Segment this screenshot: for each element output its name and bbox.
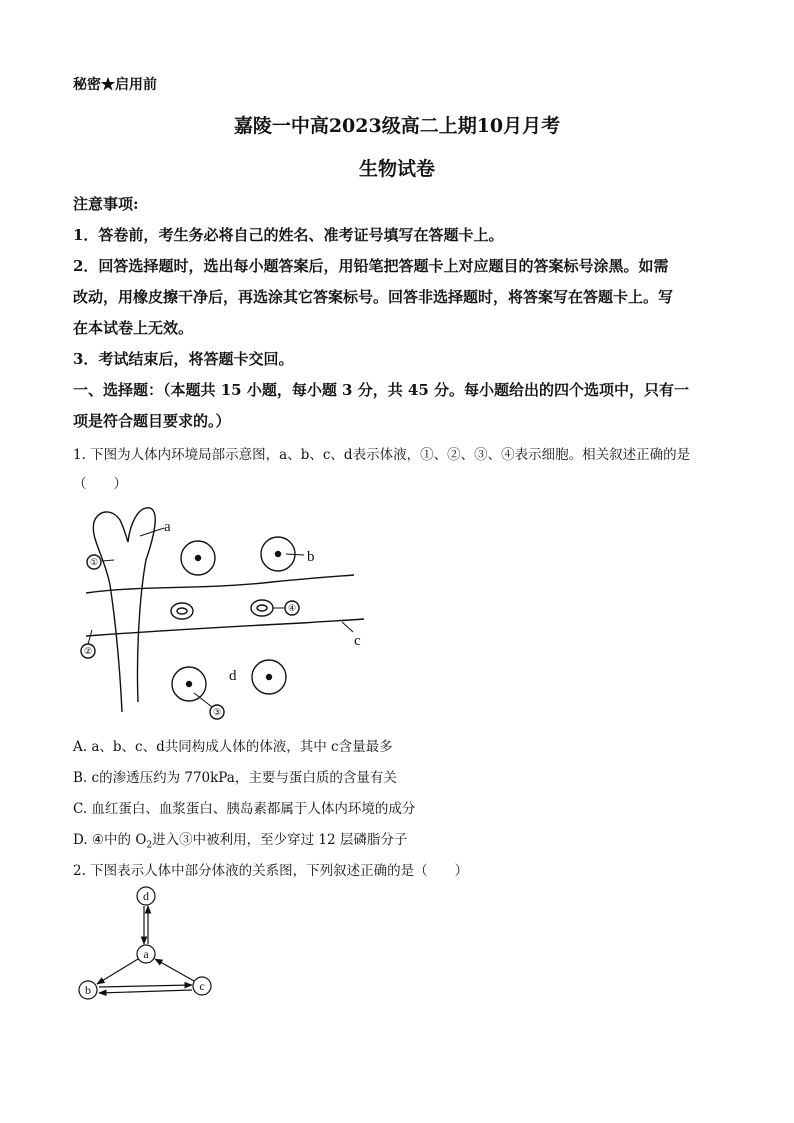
q2-stem: 2. 下图表示人体中部分体液的关系图，下列叙述正确的是（ ） xyxy=(73,863,469,879)
q1-fig-label-b: b xyxy=(307,549,315,565)
q2-body-fluid-relationship-diagram xyxy=(72,884,222,1006)
q1-fig-label-c: c xyxy=(354,633,361,649)
q2-fig-label-b: b xyxy=(85,983,91,997)
q1-stem-line-2: （ ） xyxy=(73,476,127,492)
section-heading-line-2: 项是符合题目要求的。） xyxy=(73,412,231,430)
q1-fig-label-4: ④ xyxy=(287,603,297,613)
notice-heading: 注意事项: xyxy=(73,195,139,213)
q2-fig-label-d: d xyxy=(143,889,149,903)
subject-title: 生物试卷 xyxy=(358,158,435,180)
exam-title: 嘉陵一中高2023级高二上期10月月考 xyxy=(233,115,561,137)
notice-item-2-line-3: 在本试卷上无效。 xyxy=(73,319,194,337)
q1-fig-label-3: ③ xyxy=(212,707,222,717)
notice-item-1: 1．答卷前，考生务必将自己的姓名、准考证号填写在答题卡上。 xyxy=(73,226,504,244)
q1-fig-label-1: ① xyxy=(89,557,99,567)
section-heading-line-1: 一、选择题：（本题共 15 小题，每小题 3 分，共 45 分。每小题给出的四个选项中，只有一 xyxy=(73,381,690,399)
q1-internal-environment-diagram xyxy=(72,500,372,730)
q1-option-d-prefix: D. ④中的 O xyxy=(73,832,147,848)
q1-fig-label-2: ② xyxy=(83,646,93,656)
notice-item-2-line-1: 2．回答选择题时，选出每小题答案后，用铅笔把答题卡上对应题目的答案标号涂黑。如需 xyxy=(73,257,669,275)
q1-option-d-suffix: 进入③中被利用，至少穿过 12 层磷脂分子 xyxy=(152,832,408,848)
q1-option-b: B. c的渗透压约为 770kPa，主要与蛋白质的含量有关 xyxy=(73,770,397,786)
q1-option-d xyxy=(73,828,407,851)
q1-option-c: C. 血红蛋白、血浆蛋白、胰岛素都属于人体内环境的成分 xyxy=(73,801,416,817)
notice-item-3: 3．考试结束后，将答题卡交回。 xyxy=(73,350,294,368)
notice-item-2-line-2: 改动，用橡皮擦干净后，再选涂其它答案标号。回答非选择题时，将答案写在答题卡上。写 xyxy=(73,288,674,306)
q1-option-d-subscript: 2 xyxy=(146,840,153,851)
q1-stem-line-1: 1. 下图为人体内环境局部示意图，a、b、c、d表示体液，①、②、③、④表示细胞。相关叙述正确的是 xyxy=(73,447,691,463)
secret-label: 秘密★启用前 xyxy=(73,77,157,93)
q1-option-a: A. a、b、c、d共同构成人体的体液，其中 c含量最多 xyxy=(73,739,393,755)
q1-fig-label-a: a xyxy=(164,519,171,535)
q2-fig-label-c: c xyxy=(199,979,205,993)
q1-fig-label-d: d xyxy=(229,668,237,684)
q2-fig-label-a: a xyxy=(143,947,149,961)
